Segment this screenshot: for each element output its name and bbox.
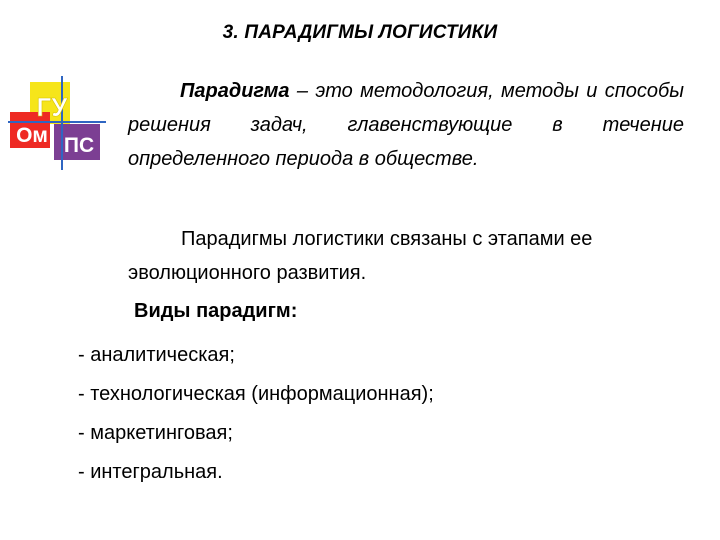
paradigm-definition (128, 74, 684, 176)
logo-left-text: Ом (16, 124, 48, 147)
paradigm-types-list (78, 340, 434, 496)
list-item: - маркетинговая; (78, 422, 233, 444)
evolution-text: Парадигмы логистики связаны с этапами ее эволюционного развития. (128, 228, 593, 284)
list-item: - интегральная. (78, 461, 223, 483)
definition-term: Парадигма (180, 80, 290, 102)
logo-top-text: ГУ (36, 92, 68, 122)
paradigm-types-heading: Виды парадигм: (134, 300, 298, 322)
list-item: - технологическая (информационная); (78, 383, 434, 405)
list-item: - аналитическая; (78, 344, 235, 366)
university-logo (8, 72, 108, 172)
definition-text: – это методология, методы и способы решения задач, главенствующие в течение определенного периода в обществе. (128, 80, 684, 170)
evolution-paragraph (128, 222, 688, 290)
logo-right-text: ПС (63, 134, 95, 157)
slide-title: 3. ПАРАДИГМЫ ЛОГИСТИКИ (222, 22, 498, 43)
